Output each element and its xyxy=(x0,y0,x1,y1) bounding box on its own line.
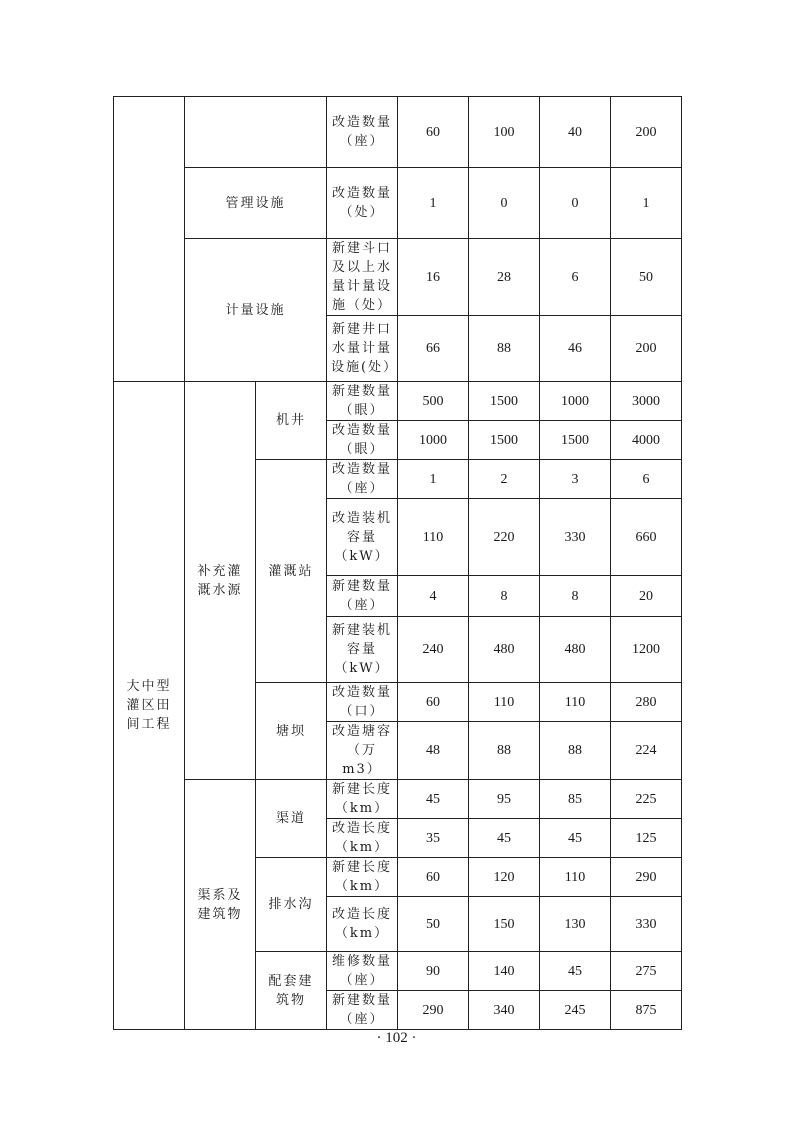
value-cell: 88 xyxy=(469,722,540,780)
value-cell: 330 xyxy=(540,499,611,576)
table-row xyxy=(114,97,682,168)
indicator-cell: 维修数量（座） xyxy=(327,952,398,991)
value-cell: 245 xyxy=(540,991,611,1030)
category-cell: 大中型灌区田间工程 xyxy=(114,382,185,1030)
value-cell: 225 xyxy=(611,780,682,819)
value-cell: 90 xyxy=(398,952,469,991)
table-row xyxy=(114,780,682,819)
value-cell: 290 xyxy=(611,858,682,897)
value-cell: 6 xyxy=(611,460,682,499)
value-cell: 6 xyxy=(540,239,611,316)
value-cell: 0 xyxy=(469,168,540,239)
value-cell: 220 xyxy=(469,499,540,576)
item-cell: 管理设施 xyxy=(185,168,327,239)
value-cell: 85 xyxy=(540,780,611,819)
value-cell: 45 xyxy=(540,819,611,858)
subitem-cell: 排水沟 xyxy=(256,858,327,952)
indicator-cell: 改造数量（座） xyxy=(327,97,398,168)
project-table xyxy=(113,96,682,1030)
value-cell: 0 xyxy=(540,168,611,239)
indicator-cell: 改造数量（眼） xyxy=(327,421,398,460)
table-row xyxy=(114,168,682,239)
value-cell: 1 xyxy=(611,168,682,239)
value-cell: 140 xyxy=(469,952,540,991)
indicator-cell: 新建斗口及以上水量计量设施（处） xyxy=(327,239,398,316)
value-cell: 20 xyxy=(611,576,682,617)
value-cell: 130 xyxy=(540,897,611,952)
page-number: · 102 · xyxy=(376,1030,417,1046)
item-cell-empty xyxy=(185,97,327,168)
item-cell: 计量设施 xyxy=(185,239,327,382)
value-cell: 110 xyxy=(398,499,469,576)
value-cell: 45 xyxy=(398,780,469,819)
value-cell: 8 xyxy=(540,576,611,617)
value-cell: 660 xyxy=(611,499,682,576)
value-cell: 60 xyxy=(398,97,469,168)
value-cell: 120 xyxy=(469,858,540,897)
value-cell: 330 xyxy=(611,897,682,952)
value-cell: 125 xyxy=(611,819,682,858)
value-cell: 95 xyxy=(469,780,540,819)
subitem-cell: 渠道 xyxy=(256,780,327,858)
value-cell: 88 xyxy=(540,722,611,780)
value-cell: 88 xyxy=(469,316,540,382)
indicator-cell: 新建长度（km） xyxy=(327,858,398,897)
indicator-cell: 改造数量（座） xyxy=(327,460,398,499)
value-cell: 1500 xyxy=(469,421,540,460)
value-cell: 45 xyxy=(540,952,611,991)
value-cell: 110 xyxy=(469,683,540,722)
value-cell: 50 xyxy=(611,239,682,316)
value-cell: 2 xyxy=(469,460,540,499)
value-cell: 280 xyxy=(611,683,682,722)
value-cell: 40 xyxy=(540,97,611,168)
value-cell: 1 xyxy=(398,168,469,239)
value-cell: 875 xyxy=(611,991,682,1030)
indicator-cell: 改造长度（km） xyxy=(327,819,398,858)
value-cell: 8 xyxy=(469,576,540,617)
value-cell: 110 xyxy=(540,683,611,722)
value-cell: 100 xyxy=(469,97,540,168)
value-cell: 150 xyxy=(469,897,540,952)
value-cell: 290 xyxy=(398,991,469,1030)
value-cell: 60 xyxy=(398,858,469,897)
value-cell: 224 xyxy=(611,722,682,780)
section-cell: 补充灌溉水源 xyxy=(185,382,256,780)
value-cell: 1200 xyxy=(611,617,682,683)
value-cell: 50 xyxy=(398,897,469,952)
value-cell: 1000 xyxy=(540,382,611,421)
value-cell: 46 xyxy=(540,316,611,382)
value-cell: 45 xyxy=(469,819,540,858)
value-cell: 28 xyxy=(469,239,540,316)
value-cell: 480 xyxy=(540,617,611,683)
value-cell: 1000 xyxy=(398,421,469,460)
value-cell: 16 xyxy=(398,239,469,316)
value-cell: 66 xyxy=(398,316,469,382)
indicator-cell: 改造塘容（万m3） xyxy=(327,722,398,780)
table-row xyxy=(114,382,682,421)
subitem-cell: 塘坝 xyxy=(256,683,327,780)
table-row xyxy=(114,239,682,316)
section-cell: 渠系及建筑物 xyxy=(185,780,256,1030)
value-cell: 200 xyxy=(611,97,682,168)
value-cell: 3000 xyxy=(611,382,682,421)
subitem-cell: 灌溉站 xyxy=(256,460,327,683)
indicator-cell: 新建长度（km） xyxy=(327,780,398,819)
indicator-cell: 新建数量（座） xyxy=(327,576,398,617)
value-cell: 60 xyxy=(398,683,469,722)
subitem-cell: 配套建筑物 xyxy=(256,952,327,1030)
value-cell: 48 xyxy=(398,722,469,780)
category-cell-empty xyxy=(114,97,185,382)
value-cell: 340 xyxy=(469,991,540,1030)
value-cell: 4000 xyxy=(611,421,682,460)
indicator-cell: 新建数量（眼） xyxy=(327,382,398,421)
value-cell: 3 xyxy=(540,460,611,499)
value-cell: 480 xyxy=(469,617,540,683)
value-cell: 1500 xyxy=(469,382,540,421)
indicator-cell: 改造数量（处） xyxy=(327,168,398,239)
value-cell: 110 xyxy=(540,858,611,897)
indicator-cell: 新建装机容量（kW） xyxy=(327,617,398,683)
subitem-cell: 机井 xyxy=(256,382,327,460)
indicator-cell: 改造长度（km） xyxy=(327,897,398,952)
indicator-cell: 新建数量（座） xyxy=(327,991,398,1030)
value-cell: 500 xyxy=(398,382,469,421)
indicator-cell: 改造数量（口） xyxy=(327,683,398,722)
value-cell: 1500 xyxy=(540,421,611,460)
value-cell: 240 xyxy=(398,617,469,683)
indicator-cell: 改造装机容量（kW） xyxy=(327,499,398,576)
value-cell: 4 xyxy=(398,576,469,617)
value-cell: 275 xyxy=(611,952,682,991)
value-cell: 200 xyxy=(611,316,682,382)
value-cell: 35 xyxy=(398,819,469,858)
value-cell: 1 xyxy=(398,460,469,499)
indicator-cell: 新建井口水量计量设施(处） xyxy=(327,316,398,382)
